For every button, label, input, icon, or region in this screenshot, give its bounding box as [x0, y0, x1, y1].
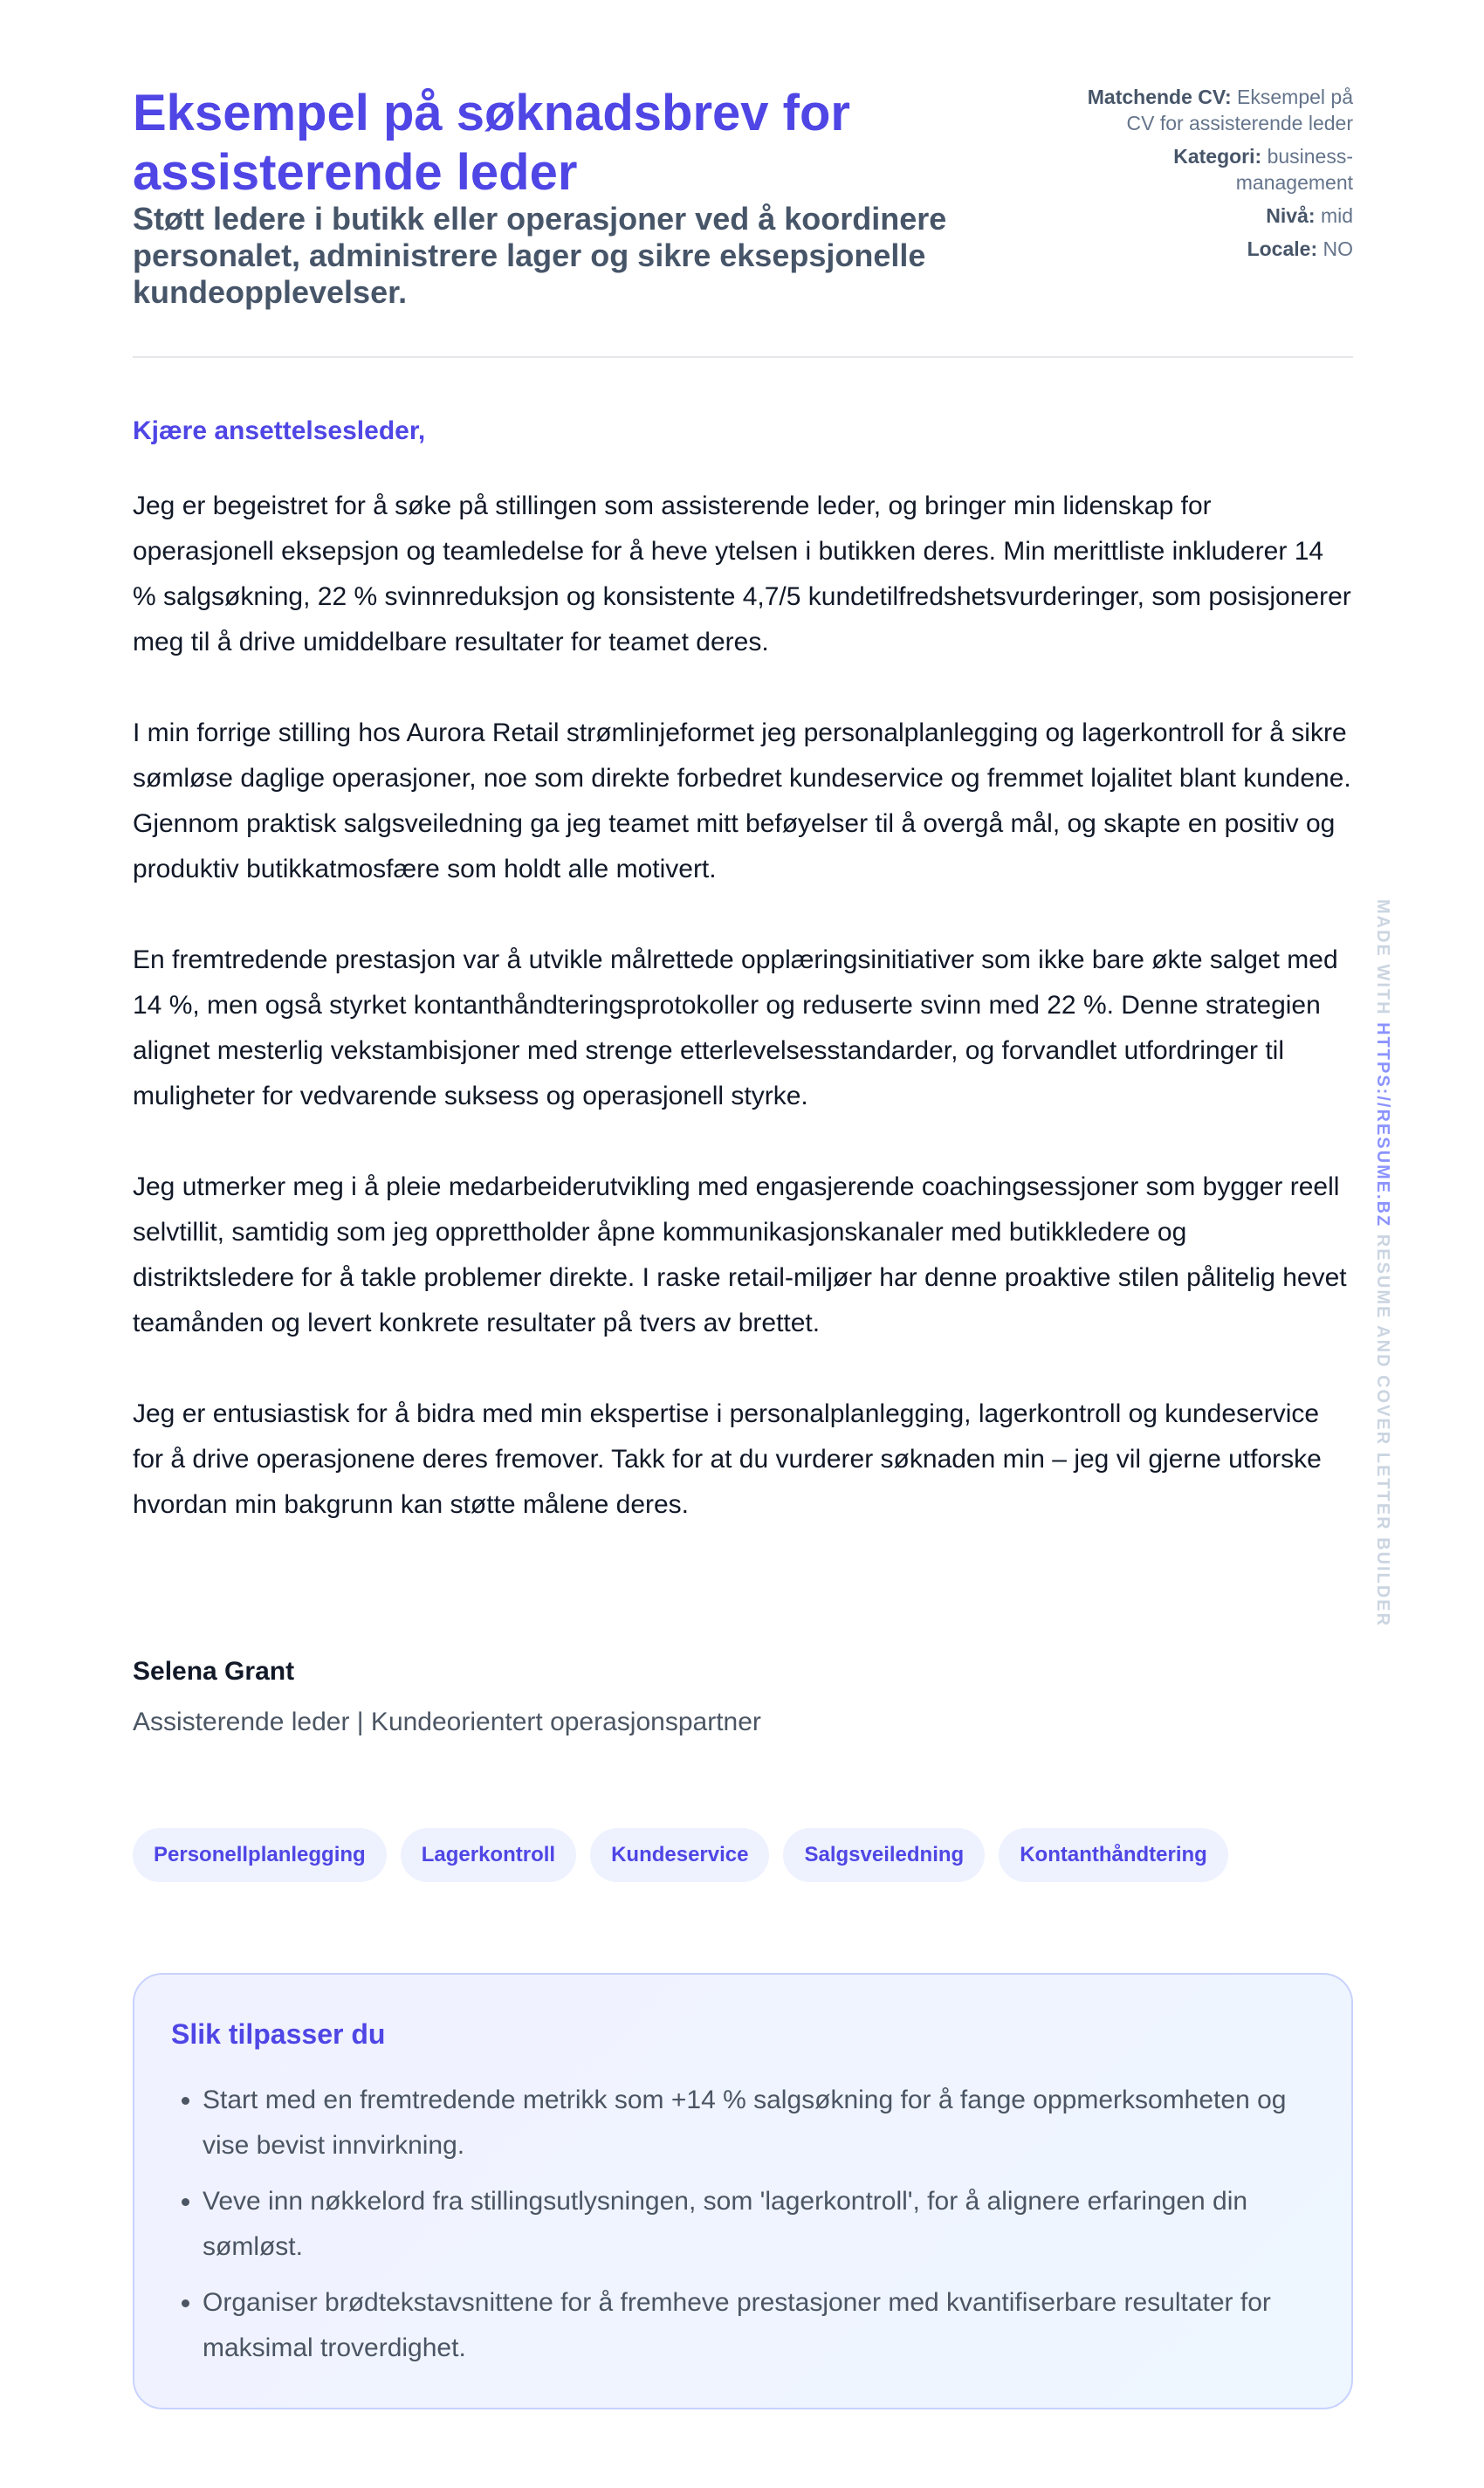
letter-greeting: Kjære ansettelsesleder,: [133, 416, 426, 445]
level-label: Nivå:: [1266, 204, 1316, 227]
level-value: mid: [1320, 204, 1353, 227]
signature-name: Selena Grant: [133, 1657, 295, 1686]
tips-title: Slik tilpasser du: [171, 2018, 386, 2050]
skill-tag-inventory-control: Lagerkontroll: [401, 1828, 576, 1882]
letter-paragraph-4: Jeg utmerker meg i å pleie medarbeiderutvikling med engasjerende coachingsessjoner som bygger reell selvtillit, samtidig som jeg opprettholder åpne kommunikasjonskanaler med butikkledere og distriktsledere for å takle problemer direkte. I raske retail-miljøer har denne proaktive stilen pålitelig hevet teamånden og levert konkrete resultater på tvers av brettet.: [133, 1172, 1347, 1337]
signature-role: Assisterende leder | Kundeorientert operasjonspartner: [133, 1708, 761, 1736]
document-header: [133, 84, 1353, 358]
matching-cv-label: Matchende CV:: [1087, 86, 1232, 108]
letter-paragraph-2: I min forrige stilling hos Aurora Retail strømlinjeformet jeg personalplanlegging og lagerkontroll for å sikre sømløse daglige operasjoner, noe som direkte forbedret kundeservice og fremmet lojalitet blant kundene. Gjennom praktisk salgsveiledning ga jeg teamet mitt beføyelser til å overgå mål, og skapte en positiv og produktiv butikkatmosfære som holdt alle motivert.: [133, 718, 1351, 883]
category-row: [1065, 143, 1353, 196]
document-metadata: [1065, 84, 1353, 269]
matching-cv-row: [1065, 84, 1353, 136]
page-subtitle: Støtt ledere i butikk eller operasjoner ved å koordinere personalet, administrere lager og sikre eksepsjonelle kundeopplevelser.: [133, 201, 947, 310]
signature-block: [133, 1655, 1093, 1739]
tip-item: • Start med en fremtredende metrikk som +14 % salgsøkning for å fange oppmerksomheten og vise bevist innvirkning.: [203, 2078, 1315, 2168]
locale-value: NO: [1323, 237, 1353, 260]
skill-tag-personnel-planning: Personellplanlegging: [133, 1828, 387, 1882]
level-row: [1065, 203, 1353, 229]
skill-tag-customer-service: Kundeservice: [590, 1828, 769, 1882]
matching-cv-value: Eksempel på CV for assisterende leder: [1126, 86, 1353, 134]
watermark-prefix: MADE WITH: [1373, 899, 1392, 1016]
tip-item: • Veve inn nøkkelord fra stillingsutlysningen, som 'lagerkontroll', for å alignere erfaringen din sømløst.: [203, 2179, 1315, 2270]
tip-item: • Organiser brødtekstavsnittene for å fremheve prestasjoner med kvantifiserbare resultater for maksimal troverdighet.: [203, 2280, 1315, 2371]
locale-row: [1065, 236, 1353, 262]
tailoring-tips-box: [133, 1973, 1353, 2409]
watermark-url: HTTPS://RESUME.BZ: [1373, 1022, 1392, 1228]
letter-paragraph-5: Jeg er entusiastisk for å bidra med min ekspertise i personalplanlegging, lagerkontroll og kundeservice for å drive operasjonene deres fremover. Takk for at du vurderer søknaden min – jeg vil gjerne utforske hvordan min bakgrunn kan støtte målene deres.: [133, 1399, 1322, 1519]
tips-list: [171, 2078, 1315, 2371]
skill-tag-cash-handling: Kontanthåndtering: [999, 1828, 1228, 1882]
skill-tags: [133, 1828, 1228, 1882]
letter-paragraph-3: En fremtredende prestasjon var å utvikle målrettede opplæringsinitiativer som ikke bare økte salget med 14 %, men også styrket kontanthåndteringsprotokoller og reduserte svinn med 22 %. Denne strategien alignet mesterlig vekstambisjoner med strenge etterlevelsesstandarder, og forvandlet utfordringer til muligheter for vedvarende suksess og operasjonell styrke.: [133, 945, 1338, 1110]
vertical-watermark: [1369, 899, 1397, 1685]
category-label: Kategori:: [1173, 145, 1262, 168]
skill-tag-sales-guidance: Salgsveiledning: [783, 1828, 985, 1882]
watermark-suffix: RESUME AND COVER LETTER BUILDER: [1373, 1234, 1392, 1627]
letter-paragraph-1: Jeg er begeistret for å søke på stillingen som assisterende leder, og bringer min lidenskap for operasjonell eksepsjon og teamledelse for å heve ytelsen i butikken deres. Min merittliste inkluderer 14 % salgsøkning, 22 % svinnreduksjon og konsistente 4,7/5 kundetilfredshetsvurderinger, som posisjonerer meg til å drive umiddelbare resultater for teamet deres.: [133, 491, 1351, 656]
category-value: business-management: [1235, 145, 1353, 194]
locale-label: Locale:: [1247, 237, 1318, 260]
page-title: Eksempel på søknadsbrev for assisterende leder: [133, 85, 850, 201]
letter-body: [133, 484, 1353, 1573]
cover-letter-page: [133, 84, 1353, 2362]
